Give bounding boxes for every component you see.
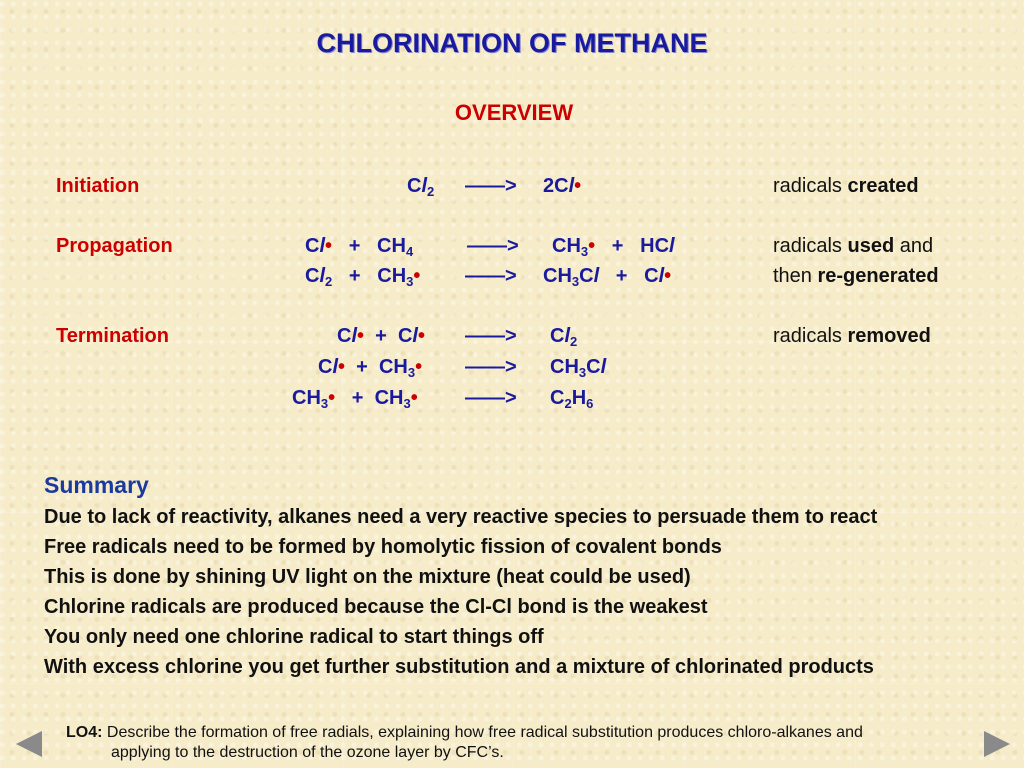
equation-propagation-1-products: $CH_3•$ + HCl bbox=[552, 235, 675, 259]
note-termination: radicals removed bbox=[773, 325, 931, 347]
arrow: ——> bbox=[465, 175, 517, 197]
learning-objective-text-continued: applying to the destruction of the ozone layer by CFC’s. bbox=[111, 744, 504, 761]
equation-termination-1-reactants: Cl• + Cl• bbox=[337, 325, 425, 347]
arrow: ——> bbox=[465, 265, 517, 287]
learning-objective-label: LO4: bbox=[66, 724, 103, 741]
equation-termination-2-product: $CH_3Cl$ bbox=[550, 356, 607, 380]
summary-line: This is done by shining UV light on the mixture (heat could be used) bbox=[44, 566, 691, 588]
equation-initiation-reactant: $Cl_2$ bbox=[407, 175, 435, 199]
stage-initiation: Initiation bbox=[56, 175, 140, 197]
equation-initiation-product: 2Cl• bbox=[543, 175, 582, 197]
stage-propagation: Propagation bbox=[56, 235, 173, 257]
equation-propagation-2-reactants: $Cl_2$ + $CH_3•$ bbox=[305, 265, 421, 289]
note-propagation-2: then re-generated bbox=[773, 265, 939, 287]
prev-slide-icon[interactable] bbox=[16, 731, 42, 757]
equation-termination-3-product: $C_2H_6$ bbox=[550, 387, 594, 411]
arrow: ——> bbox=[465, 325, 517, 347]
arrow: ——> bbox=[465, 356, 517, 378]
summary-line: Free radicals need to be formed by homolytic fission of covalent bonds bbox=[44, 536, 722, 558]
page-title: CHLORINATION OF METHANE bbox=[316, 28, 708, 58]
learning-objective bbox=[66, 723, 936, 763]
equation-termination-1-product: $Cl_2$ bbox=[550, 325, 578, 349]
overview-heading: OVERVIEW bbox=[454, 100, 574, 125]
summary-heading: Summary bbox=[44, 472, 149, 498]
arrow: ——> bbox=[465, 387, 517, 409]
note-propagation: radicals used and bbox=[773, 235, 934, 257]
note-initiation: radicals created bbox=[773, 175, 919, 197]
equation-propagation-2-products: $CH_3Cl$ + Cl• bbox=[543, 265, 672, 289]
arrow: ——> bbox=[467, 235, 519, 257]
equation-propagation-1-reactants: Cl• + $CH_4$ bbox=[305, 235, 414, 259]
stage-termination: Termination bbox=[56, 325, 169, 347]
summary-line: With excess chlorine you get further substitution and a mixture of chlorinated products bbox=[44, 656, 874, 678]
summary-line: Chlorine radicals are produced because the Cl-Cl bond is the weakest bbox=[44, 596, 708, 618]
equation-termination-3-reactants: $CH_3•$ + $CH_3•$ bbox=[292, 387, 418, 411]
next-slide-icon[interactable] bbox=[984, 731, 1010, 757]
summary-line: You only need one chlorine radical to start things off bbox=[44, 626, 544, 648]
summary-line: Due to lack of reactivity, alkanes need a very reactive species to persuade them to react bbox=[44, 506, 878, 528]
equation-termination-2-reactants: Cl• + $CH_3•$ bbox=[318, 356, 423, 380]
learning-objective-text: Describe the formation of free radials, explaining how free radical substitution produces chloro-alkanes and bbox=[102, 724, 863, 741]
